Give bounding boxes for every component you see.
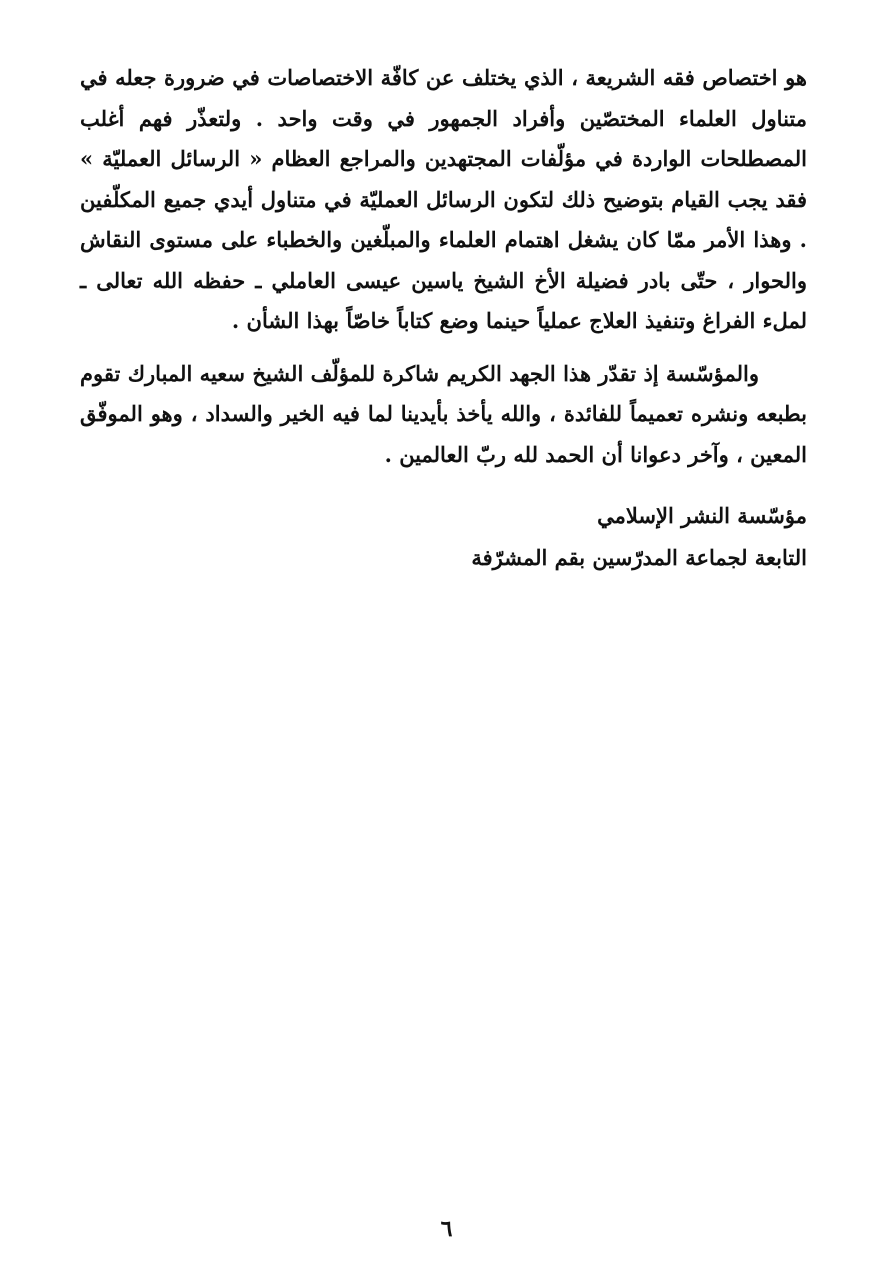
publisher-name: مؤسّسة النشر الإسلامي xyxy=(597,503,807,528)
paragraph-acknowledgement: والمؤسّسة إذ تقدّر هذا الجهد الكريم شاكرة للمؤلّف الشيخ سعيه المبارك تقوم بطبعه ونشره تعميماً للفائدة ، والله يأخذ بأيدينا لما فيه الخير والسداد ، وهو الموفّق المعين ، وآخر دعوانا أن الحمد لله ربّ العالمين . xyxy=(80,360,807,467)
body-text xyxy=(80,58,807,579)
publisher-affiliation: التابعة لجماعة المدرّسين بقم المشرّفة xyxy=(471,545,807,570)
page-number: ٦ xyxy=(440,1216,453,1242)
publisher-signature xyxy=(80,495,807,579)
paragraph-intro: هو اختصاص فقه الشريعة ، الذي يختلف عن كافّة الاختصاصات في ضرورة جعله في متناول العلماء المختصّين وأفراد الجمهور في وقت واحد . ولتعذّر فهم أغلب المصطلحات الواردة في مؤلّفات المجتهدين والمراجع العظام « الرسائل العمليّة » فقد يجب القيام بتوضيح ذلك لتكون الرسائل العمليّة في متناول أيدي جميع المكلّفين . وهذا الأمر ممّا كان يشغل اهتمام العلماء والمبلّغين والخطباء على مستوى النقاش والحوار ، حتّى بادر فضيلة الأخ الشيخ ياسين عيسى العاملي ـ حفظه الله تعالى ـ لملء الفراغ وتنفيذ العلاج عملياً حينما وضع كتاباً خاصّاً بهذا الشأن . xyxy=(80,65,807,333)
